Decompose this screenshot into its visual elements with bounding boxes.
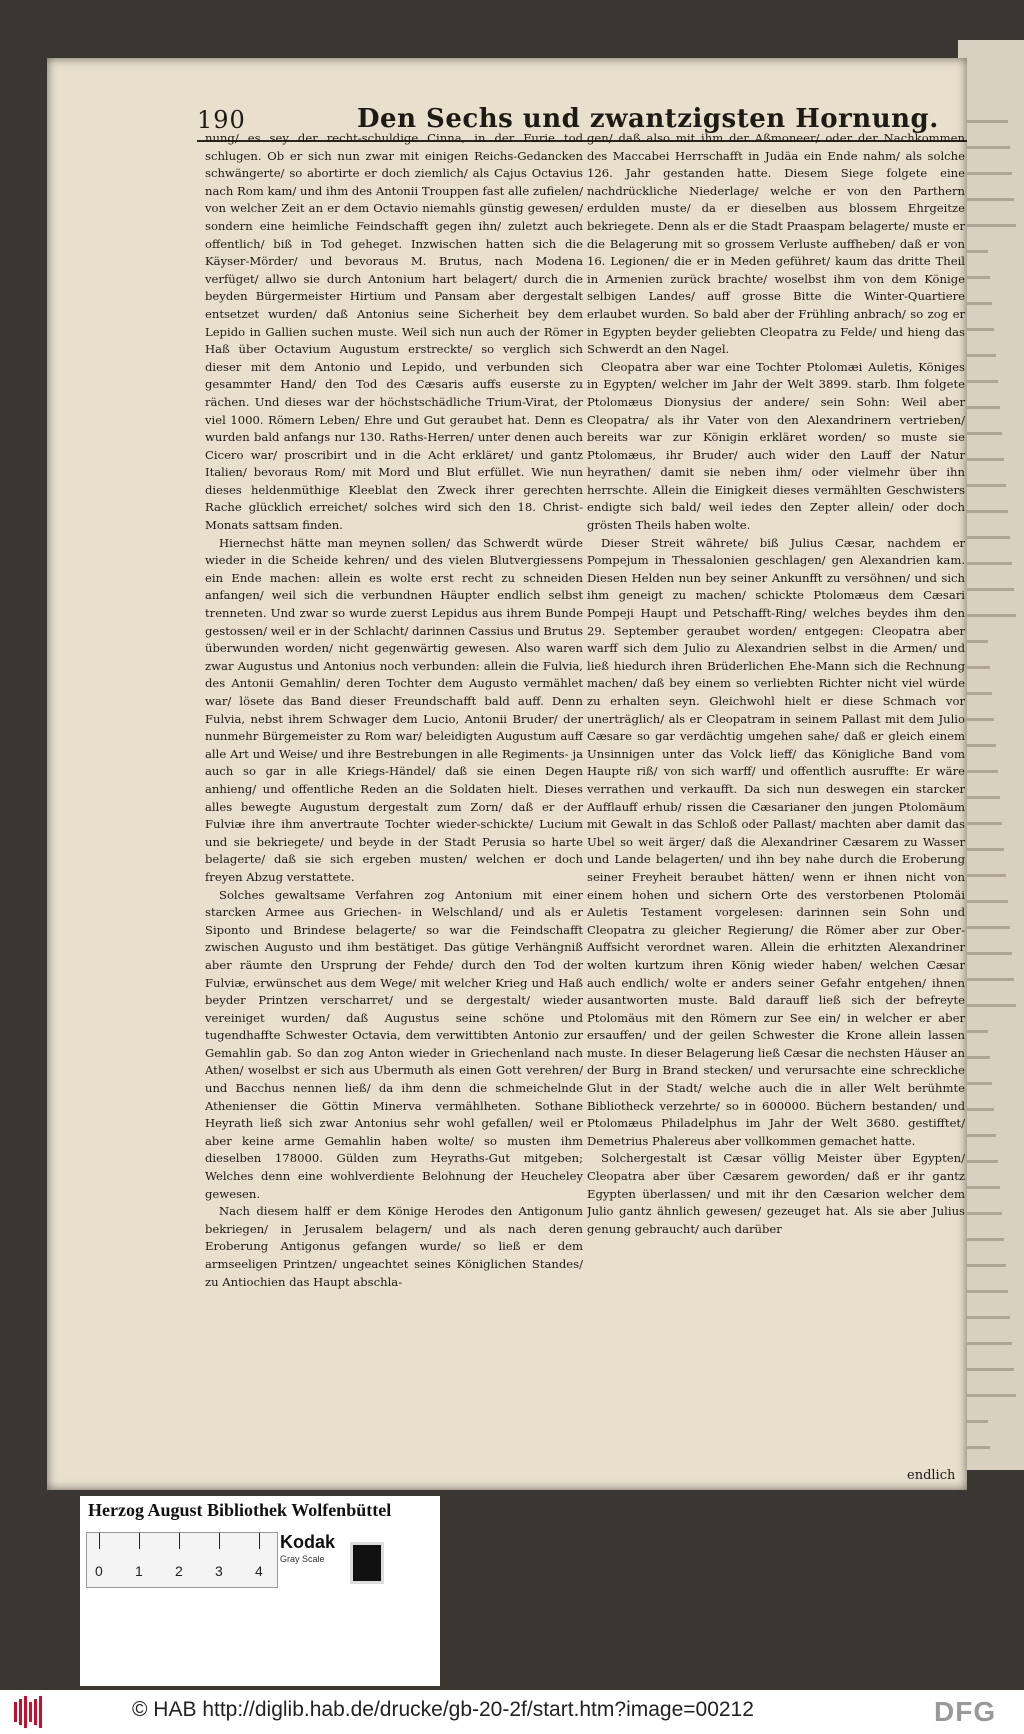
dfg-logo: DFG <box>934 1696 997 1727</box>
kodak-label: Kodak <box>280 1532 336 1552</box>
logo-bar <box>29 1702 32 1722</box>
ruler-scale <box>86 1532 278 1588</box>
running-title: Den Sechs und zwantzigsten Hornung. <box>357 104 939 134</box>
paragraph: nung/ es sey der recht-schuldige Cinna, in der Furie tod schlugen. Ob er sich nun zwar mit einigen Reichs-Gedancken schwängerte/ so abortirte er doch ziemlich/ als Cajus Octavius nach Rom kam/ und ihm des Antonii Trouppen fast alle zufielen/ von welcher Zeit an er dem Octavio niemahls günstig gewesen/ sondern eine heimliche Feindschafft gegen ihn/ zuletzt auch offentlich/ biß in Tod geheget. Inzwischen hatten sich die Käyser-Mörder/ und bevoraus M. Brutus, nach Modena verfüget/ allwo sie durch Antonium hart belagert/ durch die beyden Bürgermeister Hirtium und Pansam aber dergestalt entsetzet wurden/ daß Antonius seine Sicherheit bey dem Lepido in Gallien suchen muste. Weil sich nun auch der Römer Haß über Octavium Augustum erstreckte/ so verglich sich dieser mit dem Antonio und Lepido, und verbunden sich gesammter Hand/ den Tod des Cæsaris auffs euserste zu rächen. Und dieses war der höchstschädliche Trium-Virat, der viel 1000. Römern Leben/ Ehre und Gut geraubet hat. Denn es wurden bald anfangs nur 130. Raths-Herren/ unter denen auch Cicero war/ proscribirt und in die Acht erkläret/ und gantz Italien/ bevoraus Rom/ mit Mord und Blut erfüllet. Wie nun dieses heldenmüthige Kleeblat den Zweck ihrer gerechten Rache glücklich erreichet/ solches wird sich den 18. Christ-Monats sattsam finden. <box>205 131 583 533</box>
ruler-tick <box>259 1533 260 1549</box>
ruler-tick <box>219 1533 220 1549</box>
footer-bar <box>0 1690 1024 1734</box>
paragraph: Solches gewaltsame Verfahren zog Antonium mit einer starcken Armee aus Griechen- in Welschland/ und als er Siponto und Brindese belagerte/ so war die Feindschafft zwischen Augusto und ihm bestätiget. Das gütige Verhängniß aber räumte den Ursprung der Fehde/ durch den Tod der Fulviæ, erwünschet aus dem Wege/ mit welcher Krieg und Haß beyder Printzen verscharret/ und se dergestalt/ wieder vereiniget wurden/ daß Augustus seine schöne und tugendhaffte Schwester Octavia, dem verwittibten Antonio zur Gemahlin gab. So dan zog Anton wieder in Griechenland nach Athen/ woselbst er sich aus Ubermuth als einen Gott verehren/ und Bacchus nennen ließ/ da ihm denn die schmeichelnde Athenienser die Göttin Minerva vermählheten. Sothane Heyrath ließ sich zwar Antonius sehr wohl gefallen/ weil er aber keine arme Gemahlin haben wolte/ so musten ihm dieselben 178000. Gülden zum Heyraths-Gut mitgeben; Welches denn eine wohlverdiente Belohnung der Heucheley gewesen. <box>205 887 583 1201</box>
logo-bar <box>19 1699 22 1725</box>
logo-bar <box>34 1699 37 1725</box>
logo-bar <box>24 1696 27 1728</box>
ruler-number: 3 <box>215 1563 223 1579</box>
source-url[interactable]: © HAB http://diglib.hab.de/drucke/gb-20-2f/start.htm?image=00212 <box>132 1698 754 1721</box>
logo-bar <box>39 1696 42 1728</box>
column-text <box>587 130 965 1460</box>
color-reference-bar <box>80 1496 440 1686</box>
ruler-number: 1 <box>135 1563 143 1579</box>
ruler-number: 4 <box>255 1563 263 1579</box>
page-number: 190 <box>197 106 246 134</box>
ruler-number: 0 <box>95 1563 103 1579</box>
paragraph: Solchergestalt ist Cæsar völlig Meister über Egypten/ Cleopatra aber über Cæsarem geworden/ daß er ihr gantz Egypten überlassen/ und mit ihr den Cæsarion welcher dem Julio gantz ähnlich gewesen/ gezeuget hat. Als sie aber Julius genung gebraucht/ auch darüber <box>587 1151 965 1236</box>
paragraph: Dieser Streit währete/ biß Julius Cæsar, nachdem er Pompejum in Thessalonien geschlagen/ gen Alexandrien kam. Diesen Helden nun bey seiner Ankunfft zu versöhnen/ und sich ihm geneigt zu machen/ schickte Ptolomæus dem Cæsari Pompeji Haupt und Petschafft-Ring/ welches beydes ihm den 29. September geraubet worden/ entgegen: Cleopatra aber warff sich dem Julio zu Alexandrien selbst in die Armen/ und ließ hiedurch ihren Brüderlichen Ehe-Mann sich die Rechnung machen/ daß bey einem so verliebten Richter nicht viel würde zu erhalten seyn. Gleichwohl hielt er diese Schmach vor unerträglich/ als er Cleopatram in seinem Pallast mit dem Julio Cæsare so gar verdächtig umgehen sahe/ daß er gleich einem Unsinnigen unter das Volck lieff/ das Königliche Band vom Haupte riß/ von sich warff/ und offentlich ausruffte: Er wäre verrathen und verkaufft. Da sich nun deswegen ein starcker Aufflauff erhub/ rissen die Cæsarianer den jungen Ptolomäum mit Gewalt in das Schloß oder Pallast/ machten aber damit das Ubel so weit ärger/ daß die Alexandriner Cæsarem zu Wasser und Lande belagerten/ und ihn bey nahe durch die Eroberung seiner Freyheit beraubet hätten/ wenn er ihnen nicht von einem hohen und sichern Orte des verstorbenen Ptolomäi Auletis Testament vorgelesen: darinnen sein Sohn und Cleopatra zu gleicher Regierung/ die Römer aber zur Ober-Auffsicht verordnet waren. Allein die erhitzten Alexandriner wolten kurtzum ihren König wieder haben/ welchen Cæsar auch endlich/ wolte er anders seiner Gefahr entgehen/ ihnen ausantworten muste. Bald darauff ließ sich der befreyte Ptolomäus mit den Römern zur See ein/ in welcher er aber ersauffen/ und der geilen Schwester die Krone allein lassen muste. In dieser Belagerung ließ Cæsar die nechsten Häuser an der Burg in Brand stecken/ und verursachte eine schreckliche Glut in der Stadt/ welche auch die in aller Welt berühmte Bibliotheck verzehrte/ so in 600000. Büchern bestanden/ und Ptolomæus Philadelphus im Jahr der Welt 3680. gestifftet/ Demetrius Phalereus aber vollkommen gemachet hatte. <box>587 535 965 1148</box>
column-text <box>205 130 583 1460</box>
paragraph: Cleopatra aber war eine Tochter Ptolomæi Auletis, Königes in Egypten/ welcher im Jahr der Welt 3899. starb. Ihm folgete Ptolomæus Dionysius der andere/ sein Sohn: Weil aber Cleopatra/ als ihr Vater von den Alexandrinern vertrieben/ bereits war zur Königin erkläret worden/ so muste sie Ptolomæus, ihr Bruder/ auch wider den Lauff der Natur heyrathen/ damit sie neben ihm/ oder vielmehr über ihn herrschte. Allein die Einigkeit dieses vermählten Geschwisters endigte sich bald/ weil iedes den Zepter allein/ oder doch grösten Theils haben wolte. <box>587 359 965 533</box>
catchword: endlich <box>907 1468 956 1483</box>
paragraph: gen/ daß also mit ihm der Aßmoneer/ oder der Nachkommen des Maccabei Herrschafft in Judäa ein Ende nahm/ als solche 126. Jahr gestanden hatte. Diesem Siege folgete eine nachdrückliche Niederlage/ welche er von den Parthern erdulden muste/ da er dieselben aus blossem Ehrgeitze bekriegete. Denn als er die Stadt Praaspam belagerte/ muste er die Belagerung mit so grossem Verluste auffheben/ daß er von 16. Legionen/ die er in Meden geführet/ kaum das dritte Theil in Armenien zurück brachte/ woselbst ihm von dem Könige selbigen Landes/ auff grosse Bitte die Winter-Quartiere erlaubet wurden. So bald aber der Frühling anbrach/ so zog er in Egypten beyder geliebten Cleopatra zu Felde/ und hieng das Schwerdt an den Nagel. <box>587 131 965 357</box>
ruler-tick <box>139 1533 140 1549</box>
gray-scale-label: Gray Scale <box>280 1554 325 1564</box>
paragraph: Nach diesem halff er dem Könige Herodes den Antigonum bekriegen/ in Jerusalem belagern/ und als nach deren Eroberung Antigonus gefangen wurde/ so ließ er dem armseeligen Printzen/ ungeachtet seines Königlichen Standes/ zu Antiochien das Haupt abschla- <box>205 1204 583 1289</box>
adjacent-page-edge <box>958 40 1024 1470</box>
ruler-tick <box>99 1533 100 1549</box>
book-page <box>47 58 967 1490</box>
hab-logo-icon <box>14 1696 48 1728</box>
paragraph: Hiernechst hätte man meynen sollen/ das Schwerdt würde wieder in die Scheide kehren/ und des vielen Blutvergiessens ein Ende machen: allein es wolte erst recht zu schneiden anfangen/ weil sich die verbundnen Häupter endlich selbst trenneten. Und zwar so wurde zuerst Lepidus aus ihrem Bunde gestossen/ weil er in der Schlacht/ darinnen Cassius und Brutus überwunden worden/ nicht gegenwärtig gewesen. Also waren zwar Augustus und Antonius noch verbunden: allein die Fulvia, des Antonii Gemahlin/ deren Tochter dem Augusto vermählet war/ lösete das Band dieser Freundschafft bald auff. Denn Fulvia, nebst ihrem Schwager dem Lucio, Antonii Bruder/ der nunmehr Bürgemeister zu Rom war/ beleidigten Augustum auff alle Art und Weise/ und ihre Bestrebungen in alle Regiments- ja auch so gar in alle Kriegs-Händel/ daß sie einen Degen anhieng/ und offentliche Reden an die Soldaten hielt. Dieses alles bewegte Augustum dergestalt zum Zorn/ daß er der Fulviæ ihre ihm anvertraute Tochter wieder-schickte/ Lucium und sie bekriegete/ und beyde in der Stadt Perusia so harte belagerte/ daß sie sich ergeben musten/ welchen er doch freyen Abzug verstattete. <box>205 535 583 884</box>
gray-swatch <box>350 1542 384 1584</box>
library-name: Herzog August Bibliothek Wolfenbüttel <box>88 1500 392 1520</box>
logo-bar <box>14 1702 17 1722</box>
ruler-tick <box>179 1533 180 1549</box>
ruler-number: 2 <box>175 1563 183 1579</box>
